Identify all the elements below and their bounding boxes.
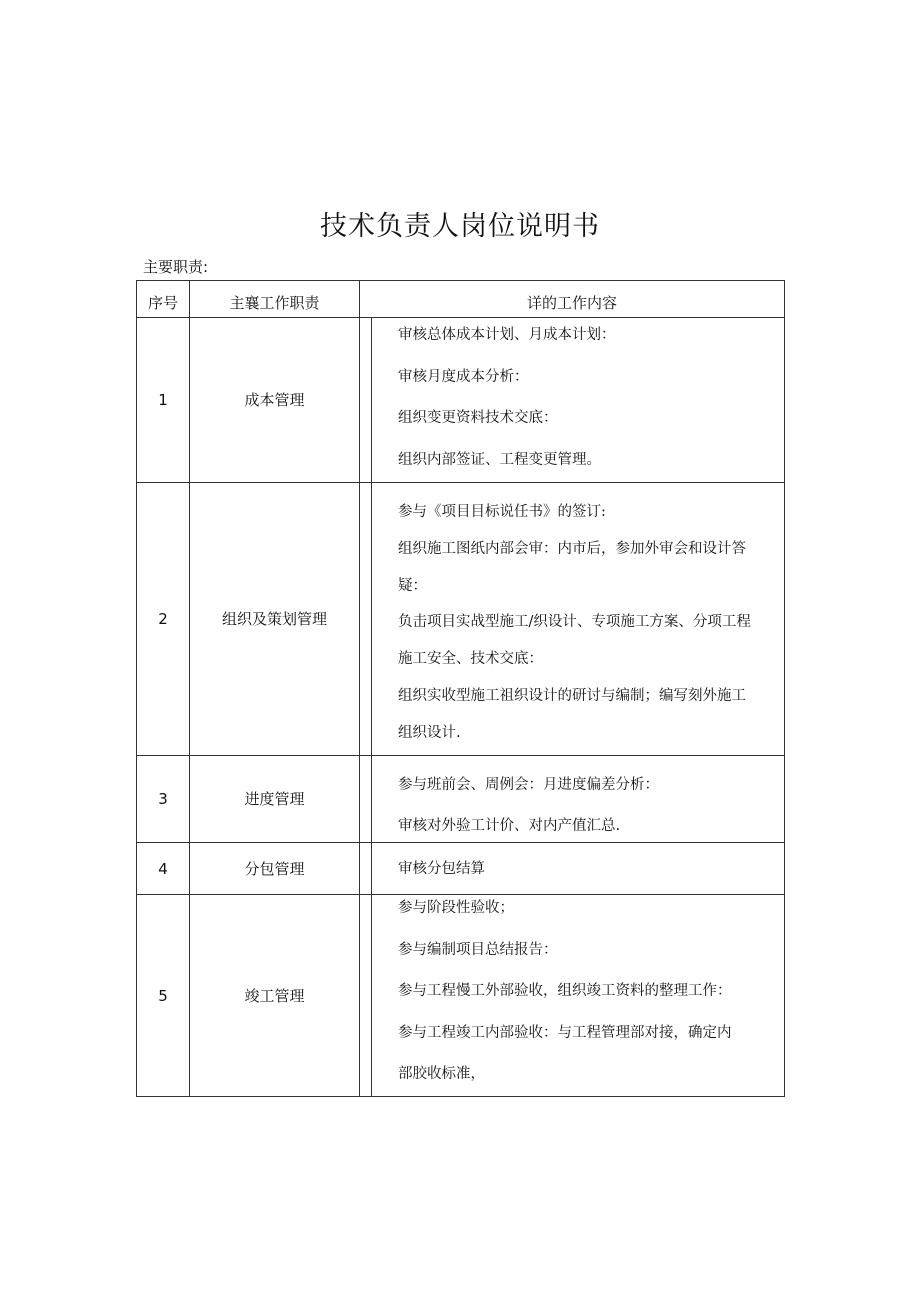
detail-line: 参与阶段性验收； [398,900,514,916]
row-1-detail [398,315,780,481]
header-num: 序号 [147,294,178,312]
detail-line: 参与编制项目总结报告： [398,941,558,958]
row-5-num: 5 [158,987,168,1005]
detail-line: 疑： [398,577,427,594]
row-divider [137,755,784,756]
row-2-num: 2 [158,610,168,628]
row-1-num: 1 [158,391,168,409]
detail-line: 参与班前会、周例会：月进度偏差分析： [398,777,659,793]
header-duty: 主襄工作职责 [229,294,320,312]
detail-line: 审核分包结算 [398,861,485,877]
row-3-detail [398,765,780,847]
row-3-num: 3 [158,790,168,808]
detail-line: 参与《项目目标说任书》的签订: [398,504,606,520]
detail-line: 审核月度成本分析： [398,368,529,385]
row-divider [137,482,784,483]
detail-line: 组织内部签证、工程变更管理。 [398,451,601,468]
duties-table [136,280,785,1097]
column-divider [359,281,360,1096]
detail-line: 组织变更资料技术交底： [398,410,558,426]
detail-line: 参与工程慢工外部验收，组织竣工资料的整理工作： [398,983,732,999]
detail-line: 组织实收型施工祖织设计的研讨与编制；编写刻外施工 [398,687,746,704]
detail-line: 参与工程竣工内部验收：与工程管理部对接，确定内 [398,1024,732,1041]
row-2-detail [398,494,780,752]
row-5-duty: 竣工管理 [244,987,305,1005]
detail-line: 审核总体成本计划、月成本计划： [398,327,616,343]
row-2-duty: 组织及策划管理 [221,610,327,628]
row-1-duty: 成本管理 [244,391,305,409]
row-4-detail [398,858,780,880]
row-4-duty: 分包管理 [244,860,305,878]
detail-line: 负击项目实战型施工/织设计、专项施工方案、分项工程 [398,614,751,631]
section-label: 主要职责: [143,258,209,276]
detail-line: 审核对外验工计价、对内产值汇总. [398,818,621,834]
detail-line: 组织施工图纸内部会审：内市后，参加外审会和设计答 [398,540,746,557]
row-5-detail [398,888,780,1096]
document-title: 技术负责人岗位说明书 [320,211,600,242]
row-3-duty: 进度管理 [244,790,305,808]
row-4-num: 4 [158,860,168,878]
detail-line: 部胶收标准， [398,1066,485,1082]
header-detail: 详的工作内容 [526,294,617,312]
detail-line: 施工安全、技术交底： [398,651,543,668]
detail-line: 组织设计. [398,724,461,741]
inner-margin-line [371,318,372,1096]
